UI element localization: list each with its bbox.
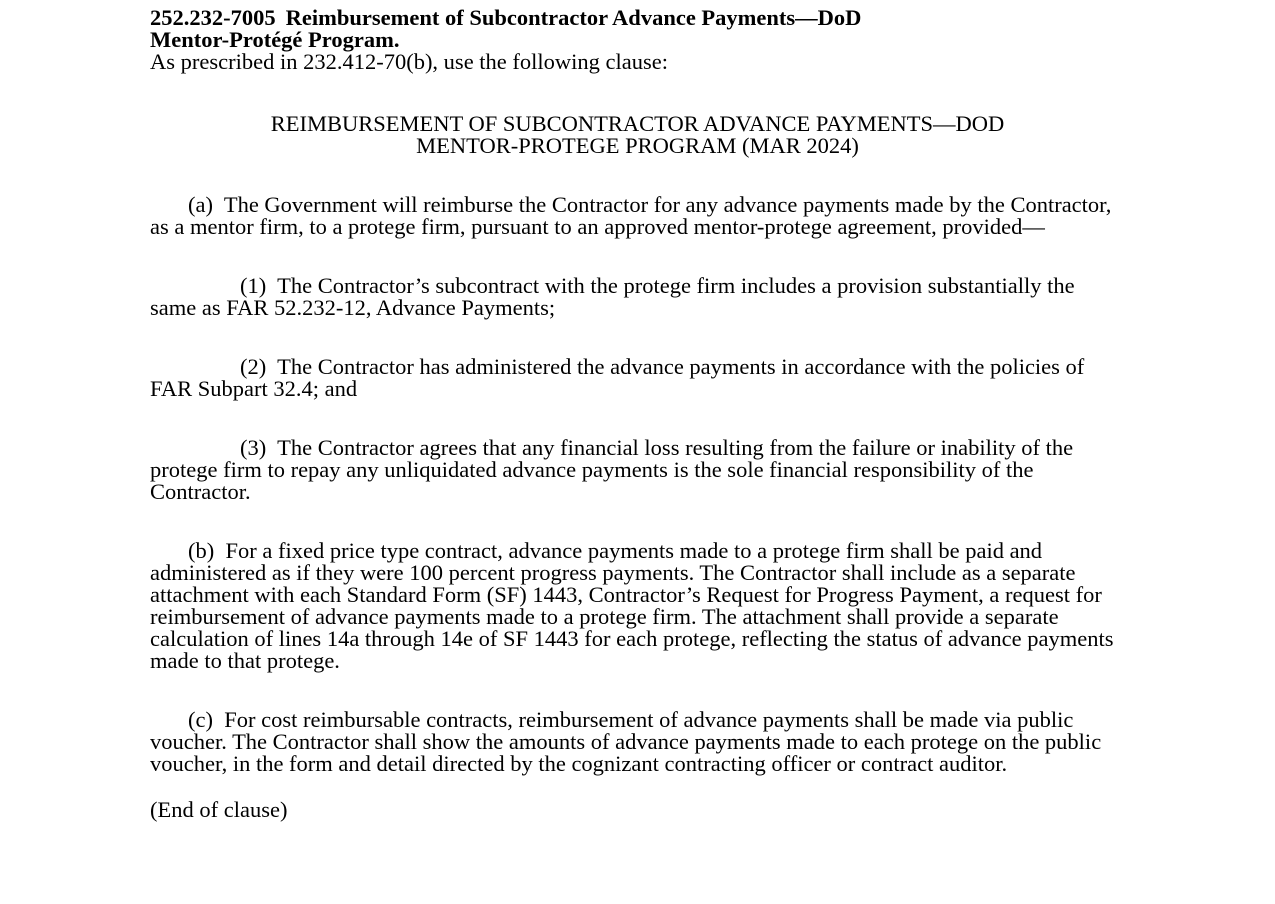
paragraph-a-label: (a)	[188, 192, 213, 217]
paragraph-a2-label: (2)	[240, 354, 267, 379]
paragraph-b-text: For a fixed price type contract, advance payments made to a protege firm shall be paid and administered as if they were 100 percent progress payments. The Contractor shall include as a separate attachment with each Standard Form (SF) 1443, Contractor’s Request for Progress Payment, a request for reimbursement of advance payments made to a protege firm. The attachment shall provide a separate calculation of lines 14a through 14e of SF 1443 for each protege, reflecting the status of advance payments made to that protege.	[150, 538, 1114, 673]
paragraph-a3-text: The Contractor agrees that any financial loss resulting from the failure or inability of the protege firm to repay any unliquidated advance payments is the sole financial responsibility of the Contractor.	[150, 435, 1074, 504]
paragraph-a2	[150, 356, 1125, 400]
paragraph-a-text: The Government will reimburse the Contractor for any advance payments made by the Contractor, as a mentor firm, to a protege firm, pursuant to an approved mentor-protege agreement, provided—	[150, 192, 1112, 239]
clause-title-line1: REIMBURSEMENT OF SUBCONTRACTOR ADVANCE PAYMENTS—DOD	[270, 111, 1005, 136]
prescription-text: As prescribed in 232.412-70(b), use the following clause:	[150, 49, 669, 74]
paragraph-a1-label: (1)	[240, 273, 267, 298]
section-heading	[150, 7, 1125, 51]
paragraph-a3	[150, 437, 1125, 503]
end-of-clause: (End of clause)	[150, 797, 288, 822]
section-title-line1: Reimbursement of Subcontractor Advance Payments—DoD	[285, 5, 862, 30]
paragraph-a	[150, 194, 1125, 238]
paragraph-c-label: (c)	[188, 707, 213, 732]
clause-title-line2: MENTOR-PROTEGE PROGRAM (MAR 2024)	[416, 133, 859, 158]
paragraph-b	[150, 540, 1125, 672]
clause-title	[150, 113, 1125, 157]
paragraph-a1-text: The Contractor’s subcontract with the protege firm includes a provision substantially the same as FAR 52.232-12, Advance Payments;	[150, 273, 1075, 320]
section-title-line2: Mentor-Protégé Program.	[150, 27, 400, 52]
paragraph-a1	[150, 275, 1125, 319]
paragraph-c	[150, 709, 1125, 775]
paragraph-a3-label: (3)	[240, 435, 267, 460]
paragraph-c-text: For cost reimbursable contracts, reimbursement of advance payments shall be made via public voucher. The Contractor shall show the amounts of advance payments made to each protege on the public voucher, in the form and detail directed by the cognizant contracting officer or contract auditor.	[150, 707, 1102, 776]
clause-document	[150, 7, 1125, 821]
paragraph-a2-text: The Contractor has administered the advance payments in accordance with the policies of FAR Subpart 32.4; and	[150, 354, 1085, 401]
section-number: 252.232-7005	[150, 5, 276, 30]
paragraph-b-label: (b)	[188, 538, 215, 563]
